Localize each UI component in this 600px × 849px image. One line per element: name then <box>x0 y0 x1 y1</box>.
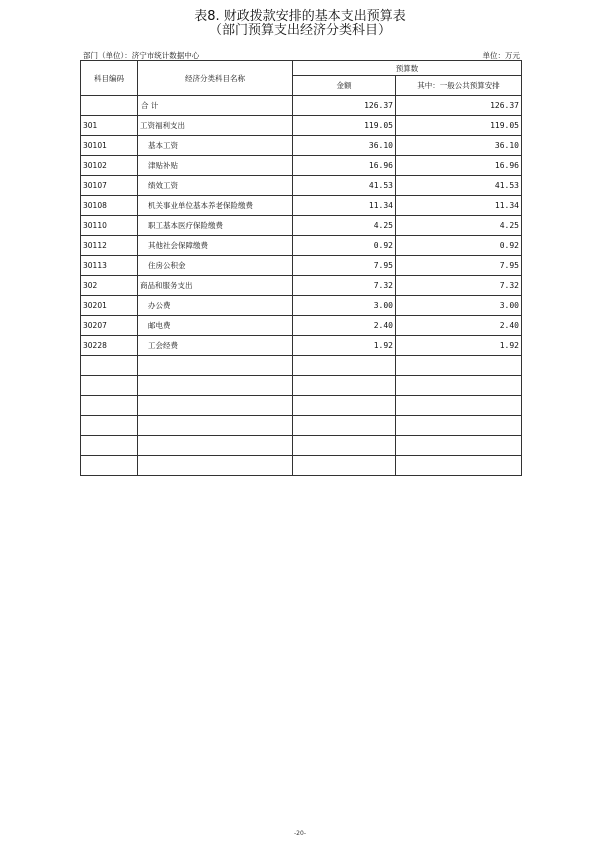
cell-amount <box>293 396 396 416</box>
header-name: 经济分类科目名称 <box>138 61 293 96</box>
table-row <box>81 216 522 236</box>
document-title: 表8. 财政拨款安排的基本支出预算表 <box>194 9 406 24</box>
cell-general: 11.34 <box>396 196 522 216</box>
cell-name <box>138 396 293 416</box>
cell-amount: 11.34 <box>293 196 396 216</box>
cell-amount: 1.92 <box>293 336 396 356</box>
cell-code: 30107 <box>81 176 138 196</box>
cell-general: 2.40 <box>396 316 522 336</box>
cell-amount: 16.96 <box>293 156 396 176</box>
department-label: 部门（单位）：济宁市统计数据中心 <box>83 51 200 60</box>
cell-name: 住房公积金 <box>138 256 293 276</box>
cell-amount: 4.25 <box>293 216 396 236</box>
cell-code: 30108 <box>81 196 138 216</box>
cell-general <box>396 416 522 436</box>
budget-table <box>80 60 522 476</box>
cell-amount <box>293 456 396 476</box>
cell-name: 商品和服务支出 <box>138 276 293 296</box>
header-code: 科目编码 <box>81 61 138 96</box>
cell-code: 301 <box>81 116 138 136</box>
cell-code: 30228 <box>81 336 138 356</box>
cell-name <box>138 456 293 476</box>
cell-general <box>396 376 522 396</box>
cell-amount: 0.92 <box>293 236 396 256</box>
cell-name <box>138 376 293 396</box>
table-row <box>81 376 522 396</box>
cell-code <box>81 456 138 476</box>
cell-amount <box>293 436 396 456</box>
cell-general: 7.32 <box>396 276 522 296</box>
cell-amount: 119.05 <box>293 116 396 136</box>
cell-code <box>81 396 138 416</box>
cell-name: 基本工资 <box>138 136 293 156</box>
cell-name: 绩效工资 <box>138 176 293 196</box>
cell-general: 7.95 <box>396 256 522 276</box>
cell-amount: 36.10 <box>293 136 396 156</box>
cell-name: 合 计 <box>138 96 293 116</box>
cell-amount: 7.32 <box>293 276 396 296</box>
header-general-budget: 其中：一般公共预算安排 <box>396 76 522 96</box>
cell-name: 其他社会保障缴费 <box>138 236 293 256</box>
cell-code <box>81 376 138 396</box>
cell-general: 16.96 <box>396 156 522 176</box>
cell-name: 职工基本医疗保险缴费 <box>138 216 293 236</box>
cell-code: 30207 <box>81 316 138 336</box>
cell-code: 30102 <box>81 156 138 176</box>
cell-code: 30113 <box>81 256 138 276</box>
cell-code <box>81 436 138 456</box>
cell-name: 工资福利支出 <box>138 116 293 136</box>
table-row <box>81 236 522 256</box>
cell-amount: 7.95 <box>293 256 396 276</box>
cell-amount: 2.40 <box>293 316 396 336</box>
cell-code <box>81 96 138 116</box>
table-row <box>81 396 522 416</box>
cell-general: 119.05 <box>396 116 522 136</box>
cell-amount: 3.00 <box>293 296 396 316</box>
cell-code <box>81 356 138 376</box>
cell-code: 30201 <box>81 296 138 316</box>
cell-amount <box>293 416 396 436</box>
cell-general: 36.10 <box>396 136 522 156</box>
cell-name <box>138 416 293 436</box>
cell-general <box>396 356 522 376</box>
cell-name <box>138 436 293 456</box>
cell-general: 3.00 <box>396 296 522 316</box>
table-row <box>81 296 522 316</box>
table-row <box>81 316 522 336</box>
cell-general: 0.92 <box>396 236 522 256</box>
cell-general: 41.53 <box>396 176 522 196</box>
table-row <box>81 256 522 276</box>
cell-amount: 41.53 <box>293 176 396 196</box>
cell-name <box>138 356 293 376</box>
cell-amount <box>293 356 396 376</box>
cell-amount <box>293 376 396 396</box>
table-row <box>81 416 522 436</box>
cell-name: 机关事业单位基本养老保险缴费 <box>138 196 293 216</box>
table-row <box>81 356 522 376</box>
table-row <box>81 196 522 216</box>
cell-code: 30112 <box>81 236 138 256</box>
cell-amount: 126.37 <box>293 96 396 116</box>
header-amount: 金额 <box>293 76 396 96</box>
header-budget-group: 预算数 <box>293 61 522 76</box>
page-number: -20- <box>294 830 306 837</box>
cell-name: 邮电费 <box>138 316 293 336</box>
table-row <box>81 336 522 356</box>
table-row <box>81 436 522 456</box>
document-subtitle: （部门预算支出经济分类科目） <box>208 23 391 38</box>
cell-code <box>81 416 138 436</box>
cell-code: 30101 <box>81 136 138 156</box>
unit-label: 单位：万元 <box>482 51 520 60</box>
cell-general: 4.25 <box>396 216 522 236</box>
cell-code: 302 <box>81 276 138 296</box>
cell-general <box>396 456 522 476</box>
cell-name: 工会经费 <box>138 336 293 356</box>
cell-general <box>396 396 522 416</box>
cell-general: 126.37 <box>396 96 522 116</box>
table-row <box>81 156 522 176</box>
cell-general: 1.92 <box>396 336 522 356</box>
cell-name: 办公费 <box>138 296 293 316</box>
table-body <box>81 96 522 476</box>
table-row <box>81 116 522 136</box>
table-row <box>81 456 522 476</box>
table-row <box>81 96 522 116</box>
cell-name: 津贴补贴 <box>138 156 293 176</box>
cell-general <box>396 436 522 456</box>
table-row <box>81 136 522 156</box>
table-row <box>81 176 522 196</box>
table-row <box>81 276 522 296</box>
cell-code: 30110 <box>81 216 138 236</box>
